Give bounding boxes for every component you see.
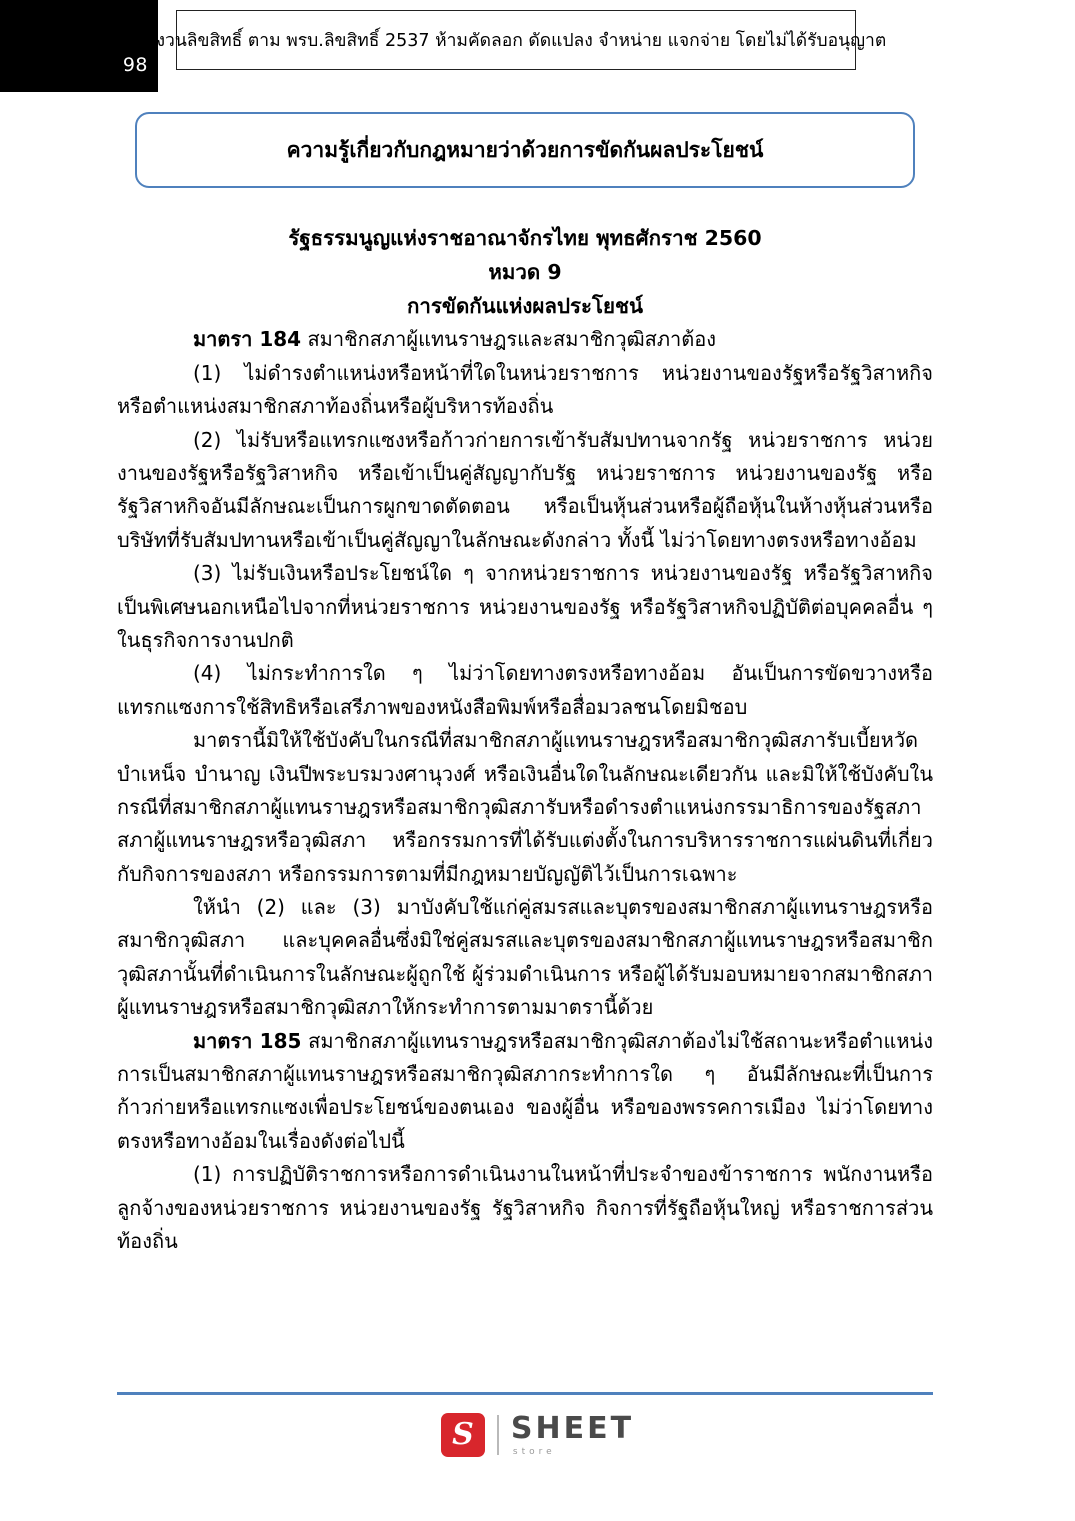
chapter-title-banner [135,112,915,188]
section-184-paragraph-5: มาตรานี้มิให้ใช้บังคับในกรณีที่สมาชิกสภาผู้แทนราษฎรหรือสมาชิกวุฒิสภารับเบี้ยหวัด บำเหน็จ บำนาญ เงินปีพระบรมวงศานุวงศ์ หรือเงินอื่นใดในลักษณะเดียวกัน และมิให้ใช้บังคับในกรณีที่สมาชิกสภาผู้แทนราษฎรหรือสมาชิกวุฒิสภารับหรือดำรงตำแหน่งกรรมาธิการของรัฐสภา สภาผู้แทนราษฎรหรือวุฒิสภา หรือกรรมการที่ได้รับแต่งตั้งในการบริหารราชการแผ่นดินที่เกี่ยวกับกิจการของสภา หรือกรรมการตามที่มีกฎหมายบัญญัติไว้เป็นการเฉพาะ [117,728,933,886]
section-184-paragraph-6: ให้นำ (2) และ (3) มาบังคับใช้แก่คู่สมรสและบุตรของสมาชิกสภาผู้แทนราษฎรหรือสมาชิกวุฒิสภา และบุคคลอื่นซึ่งมิใช่คู่สมรสและบุตรของสมาชิกสภาผู้แทนราษฎรหรือสมาชิกวุฒิสภานั้นที่ดำเนินการในลักษณะผู้ถูกใช้ ผู้ร่วมดำเนินการ หรือผู้ได้รับมอบหมายจากสมาชิกสภาผู้แทนราษฎรหรือสมาชิกวุฒิสภาให้กระทำการตามมาตรานี้ด้วย [117,895,933,1020]
page-title: ความรู้เกี่ยวกับกฎหมายว่าด้วยการขัดกันผลประโยชน์ [286,137,764,162]
footer-logo [0,1410,1075,1457]
heading-constitution: รัฐธรรมนูญแห่งราชอาณาจักรไทย พุทธศักราช 2560 [288,226,762,250]
section-184-item-1: (1) ไม่ดำรงตำแหน่งหรือหน้าที่ใดในหน่วยราชการ หน่วยงานของรัฐหรือรัฐวิสาหกิจหรือตำแหน่งสมาชิกสภาท้องถิ่นหรือผู้บริหารท้องถิ่น [117,360,933,419]
logo-divider [497,1415,499,1455]
heading-chapter: หมวด 9 [488,259,562,284]
section-184-item-4: (4) ไม่กระทำการใด ๆ ไม่ว่าโดยทางตรงหรือทางอ้อม อันเป็นการขัดขวางหรือแทรกแซงการใช้สิทธิหรือเสรีภาพของหนังสือพิมพ์หรือสื่อมวลชนโดยมิชอบ [117,661,933,719]
section-185-item-1: (1) การปฏิบัติราชการหรือการดำเนินงานในหน้าที่ประจำของข้าราชการ พนักงานหรือลูกจ้างของหน่วยราชการ หน่วยงานของรัฐ รัฐวิสาหกิจ กิจการที่รัฐถือหุ้นใหญ่ หรือราชการส่วนท้องถิ่น [117,1162,933,1253]
footer-divider [117,1392,933,1395]
section-185-lead [117,1025,933,1159]
logo-subtitle: store [512,1446,556,1457]
page-number-band [0,0,158,92]
document-body [117,222,933,1258]
section-185-lead-text: สมาชิกสภาผู้แทนราษฎรหรือสมาชิกวุฒิสภาต้องไม่ใช้สถานะหรือตำแหน่งการเป็นสมาชิกสภาผู้แทนราษฎรหรือสมาชิกวุฒิสภากระทำการใด ๆ อันมีลักษณะที่เป็นการก้าวก่ายหรือแทรกแซงเพื่อประโยชน์ของตนเอง ของผู้อื่น หรือของพรรคการเมือง ไม่ว่าโดยทางตรงหรือทางอ้อมในเรื่องดังต่อไปนี้ [117,1028,933,1153]
section-184-item-3: (3) ไม่รับเงินหรือประโยชน์ใด ๆ จากหน่วยราชการ หน่วยงานของรัฐ หรือรัฐวิสาหกิจเป็นพิเศษนอกเหนือไปจากที่หน่วยราชการ หน่วยงานของรัฐ หรือรัฐวิสาหกิจปฏิบัติต่อบุคคลอื่น ๆ ในธุรกิจการงานปกติ [117,561,933,652]
logo-name: SHEET [510,1410,635,1446]
section-184-label: มาตรา 184 [193,327,302,352]
section-184-item-2: (2) ไม่รับหรือแทรกแซงหรือก้าวก่ายการเข้ารับสัมปทานจากรัฐ หน่วยราชการ หน่วยงานของรัฐหรือรัฐวิสาหกิจ หรือเข้าเป็นคู่สัญญากับรัฐ หน่วยราชการ หน่วยงานของรัฐ หรือรัฐวิสาหกิจอันมีลักษณะเป็นการผูกขาดตัดตอน หรือเป็นหุ้นส่วนหรือผู้ถือหุ้นในห้างหุ้นส่วนหรือบริษัทที่รับสัมปทานหรือเข้าเป็นคู่สัญญาในลักษณะดังกล่าว ทั้งนี้ ไม่ว่าโดยทางตรงหรือทางอ้อม [117,427,933,552]
section-185-label: มาตรา 185 [193,1028,302,1053]
section-184-lead-text: สมาชิกสภาผู้แทนราษฎรและสมาชิกวุฒิสภาต้อง [301,327,717,352]
heading-chapter-title: การขัดกันแห่งผลประโยชน์ [407,293,643,318]
section-184-lead [117,323,933,356]
logo-wordmark [510,1410,635,1457]
sheet-store-logo-icon: S [441,1413,485,1457]
copyright-notice-text: สงวนลิขสิทธิ์ ตาม พรบ.ลิขสิทธิ์ 2537 ห้ามคัดลอก ดัดแปลง จำหน่าย แจกจ่าย โดยไม่ได้รับอนุญาต [145,31,887,51]
page-number: 98 [122,54,148,76]
copyright-notice-box [145,10,887,70]
